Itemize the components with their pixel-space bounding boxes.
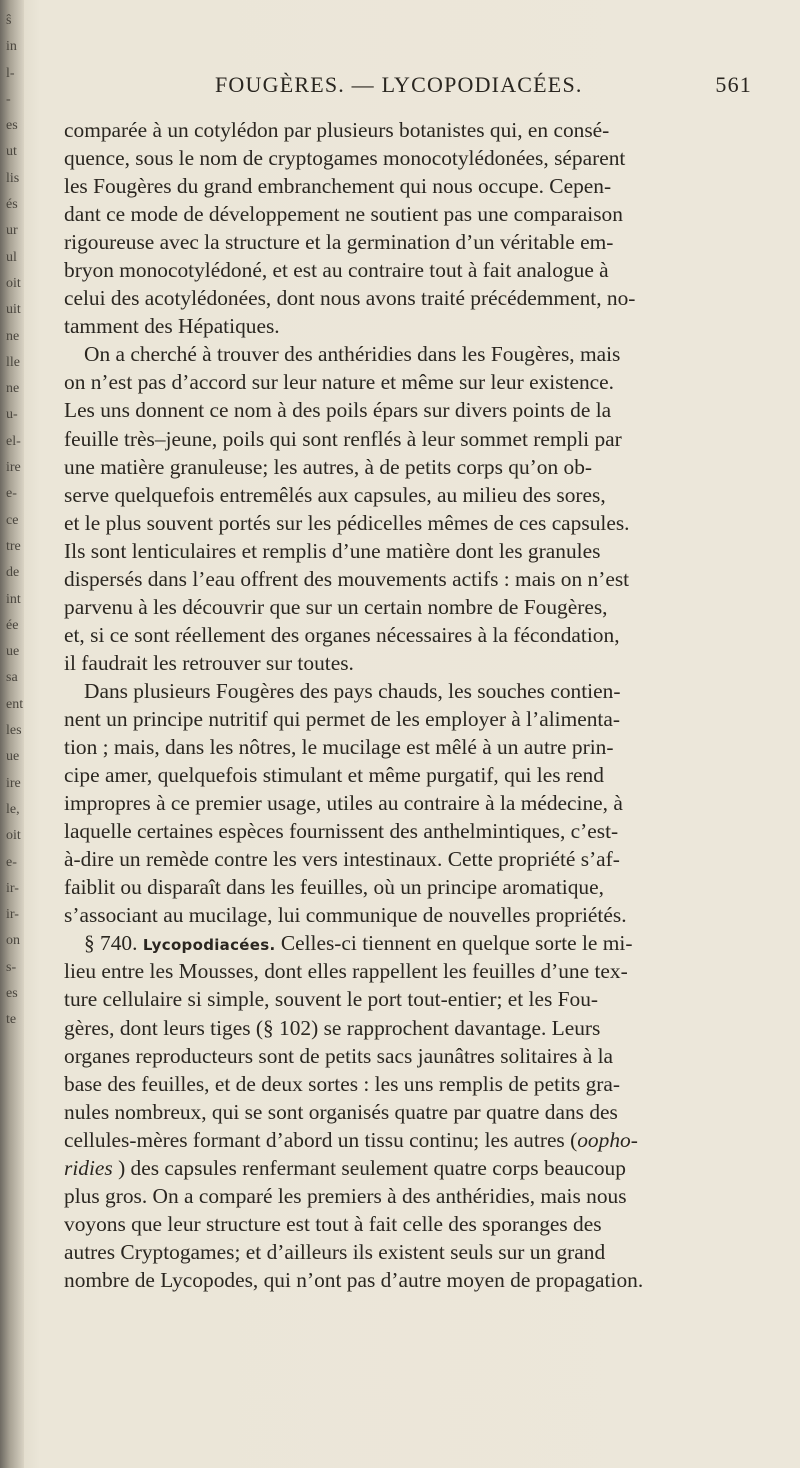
facing-page-fragment: ir- bbox=[6, 880, 19, 896]
section-number: § 740. bbox=[84, 931, 138, 956]
facing-page-fragment: les bbox=[6, 723, 22, 739]
section-first-line bbox=[64, 929, 754, 957]
text-line: ture cellulaire si simple, souvent le port tout-entier; et les Fou- bbox=[64, 987, 599, 1012]
facing-page-fragment: ue bbox=[6, 749, 20, 765]
facing-page-fragment: ne bbox=[6, 328, 20, 344]
facing-page-fragment: s- bbox=[6, 959, 17, 975]
text-line: Les uns donnent ce nom à des poils épars sur divers points de la bbox=[64, 398, 612, 423]
italic-term: ridies bbox=[64, 1155, 113, 1180]
facing-page-fragment: - bbox=[6, 91, 11, 107]
text-fragment: Celles-ci tiennent en quelque sorte le mi- bbox=[280, 931, 633, 956]
text-line: nules nombreux, qui se sont organisés quatre par quatre dans des bbox=[64, 1099, 618, 1124]
facing-page-fragment: on bbox=[6, 933, 20, 949]
facing-page-fragment: ent bbox=[6, 696, 24, 712]
facing-page-fragment: ŝ bbox=[6, 13, 12, 28]
facing-page-fragment: oit bbox=[6, 275, 21, 291]
facing-page-fragment: sa bbox=[6, 670, 18, 686]
facing-page-fragment: te bbox=[6, 1012, 17, 1028]
facing-page-fragment: el- bbox=[6, 433, 21, 449]
text-line: celui des acotylédonées, dont nous avons traité précédemment, no- bbox=[64, 286, 636, 311]
facing-page-fragment: ne bbox=[6, 381, 20, 397]
text-line: il faudrait les retrouver sur toutes. bbox=[64, 650, 354, 675]
italic-term: oopho- bbox=[577, 1127, 638, 1152]
facing-page-fragment: in bbox=[6, 39, 17, 55]
text-line: dant ce mode de développement ne soutient pas une comparaison bbox=[64, 202, 623, 227]
text-line: base des feuilles, et de deux sortes : les uns remplis de petits gra- bbox=[64, 1071, 621, 1096]
text-line: quence, sous le nom de cryptogames monocotylédonées, séparent bbox=[64, 146, 626, 171]
text-line: tamment des Hépatiques. bbox=[64, 314, 280, 339]
text-line: serve quelquefois entremêlés aux capsules, au milieu des sores, bbox=[64, 482, 606, 507]
text-line: On a cherché à trouver des anthéridies dans les Fougères, mais bbox=[84, 342, 621, 367]
facing-page-fragment: tre bbox=[6, 538, 21, 554]
text-line: autres Cryptogames; et d’ailleurs ils existent seuls sur un grand bbox=[64, 1239, 606, 1264]
facing-page-fragment: e- bbox=[6, 854, 17, 870]
text-line: dispersés dans l’eau offrent des mouvements actifs : mais on n’est bbox=[64, 566, 630, 591]
facing-page-fragment: ue bbox=[6, 644, 20, 660]
paragraph-2 bbox=[64, 340, 754, 677]
facing-page-fragment: es bbox=[6, 985, 18, 1001]
text-line: organes reproducteurs sont de petits sacs jaunâtres solitaires à la bbox=[64, 1043, 614, 1068]
text-line: et, si ce sont réellement des organes nécessaires à la fécondation, bbox=[64, 622, 620, 647]
facing-page-fragment: lis bbox=[6, 170, 20, 186]
facing-page-fragment: de bbox=[6, 565, 20, 581]
text-line: les Fougères du grand embranchement qui nous occupe. Cepen- bbox=[64, 174, 612, 199]
facing-page-fragment: int bbox=[6, 591, 21, 607]
text-line: laquelle certaines espèces fournissent des anthelmintiques, c’est- bbox=[64, 819, 619, 844]
text-fragment: ) des capsules renfermant seulement quatre corps beaucoup bbox=[112, 1155, 626, 1180]
body-text bbox=[64, 116, 754, 1294]
text-line: lieu entre les Mousses, dont elles rappellent les feuilles d’une tex- bbox=[64, 959, 628, 984]
page-number: 561 bbox=[715, 72, 752, 97]
facing-page-fragment: ire bbox=[6, 460, 21, 476]
section-heading: Lycopodiacées. bbox=[142, 936, 276, 955]
text-line-with-italic bbox=[64, 1154, 754, 1182]
text-line: une matière granuleuse; les autres, à de petits corps qu’on ob- bbox=[64, 454, 593, 479]
facing-page-fragment: oit bbox=[6, 828, 21, 844]
facing-page-fragment: e- bbox=[6, 486, 17, 502]
text-line: comparée à un cotylédon par plusieurs botanistes qui, en consé- bbox=[64, 118, 610, 142]
facing-page-fragment: uit bbox=[6, 302, 21, 318]
facing-page-fragment: és bbox=[6, 197, 18, 213]
paragraph-1 bbox=[64, 116, 754, 340]
text-line: Dans plusieurs Fougères des pays chauds, les souches contien- bbox=[84, 678, 621, 703]
text-line: faiblit ou disparaît dans les feuilles, où un principe aromatique, bbox=[64, 875, 604, 900]
facing-page-fragment: ul bbox=[6, 249, 17, 265]
text-line: parvenu à les découvrir que sur un certain nombre de Fougères, bbox=[64, 594, 608, 619]
facing-page-fragment: ir- bbox=[6, 907, 19, 923]
section-740 bbox=[64, 929, 754, 1294]
text-line: nombre de Lycopodes, qui n’ont pas d’autre moyen de propagation. bbox=[64, 1267, 644, 1292]
text-line: bryon monocotylédoné, et est au contraire tout à fait analogue à bbox=[64, 258, 609, 283]
facing-page-fragment: lle bbox=[6, 354, 20, 370]
facing-page-fragment: ur bbox=[6, 223, 18, 239]
text-line: cipe amer, quelquefois stimulant et même purgatif, qui les rend bbox=[64, 763, 604, 788]
text-line: et le plus souvent portés sur les pédicelles mêmes de ces capsules. bbox=[64, 510, 630, 535]
text-line: plus gros. On a comparé les premiers à des anthéridies, mais nous bbox=[64, 1183, 627, 1208]
text-line: gères, dont leurs tiges (§ 102) se rapprochent davantage. Leurs bbox=[64, 1015, 601, 1040]
facing-page-fragment: ut bbox=[6, 144, 17, 160]
text-line: impropres à ce premier usage, utiles au contraire à la médecine, à bbox=[64, 791, 623, 816]
text-line: à-dire un remède contre les vers intestinaux. Cette propriété s’af- bbox=[64, 847, 620, 872]
text-fragment: cellules-mères formant d’abord un tissu continu; les autres ( bbox=[64, 1127, 578, 1152]
facing-page-fragment: u- bbox=[6, 407, 18, 423]
facing-page-margin bbox=[6, 8, 46, 1034]
text-line-with-italic bbox=[64, 1126, 754, 1154]
text-line: s’associant au mucilage, lui communique de nouvelles propriétés. bbox=[64, 903, 627, 928]
paragraph-3 bbox=[64, 677, 754, 929]
running-title: FOUGÈRES. — LYCOPODIACÉES. bbox=[215, 72, 583, 97]
facing-page-fragment: l- bbox=[6, 65, 15, 81]
facing-page-fragment: le, bbox=[6, 801, 20, 817]
text-line: voyons que leur structure est tout à fait celle des sporanges des bbox=[64, 1211, 602, 1236]
facing-page-fragment: ce bbox=[6, 512, 19, 528]
facing-page-fragment: es bbox=[6, 118, 18, 134]
text-line: on n’est pas d’accord sur leur nature et même sur leur existence. bbox=[64, 370, 614, 395]
text-line: Ils sont lenticulaires et remplis d’une matière dont les granules bbox=[64, 538, 601, 563]
text-line: rigoureuse avec la structure et la germination d’un véritable em- bbox=[64, 230, 614, 255]
text-line: feuille très–jeune, poils qui sont renflés à leur sommet rempli par bbox=[64, 426, 622, 451]
facing-page-fragment: ire bbox=[6, 775, 21, 791]
text-line: nent un principe nutritif qui permet de les employer à l’alimenta- bbox=[64, 706, 620, 731]
facing-page-fragment: ée bbox=[6, 617, 19, 633]
text-line: tion ; mais, dans les nôtres, le mucilage est mêlé à un autre prin- bbox=[64, 735, 614, 760]
